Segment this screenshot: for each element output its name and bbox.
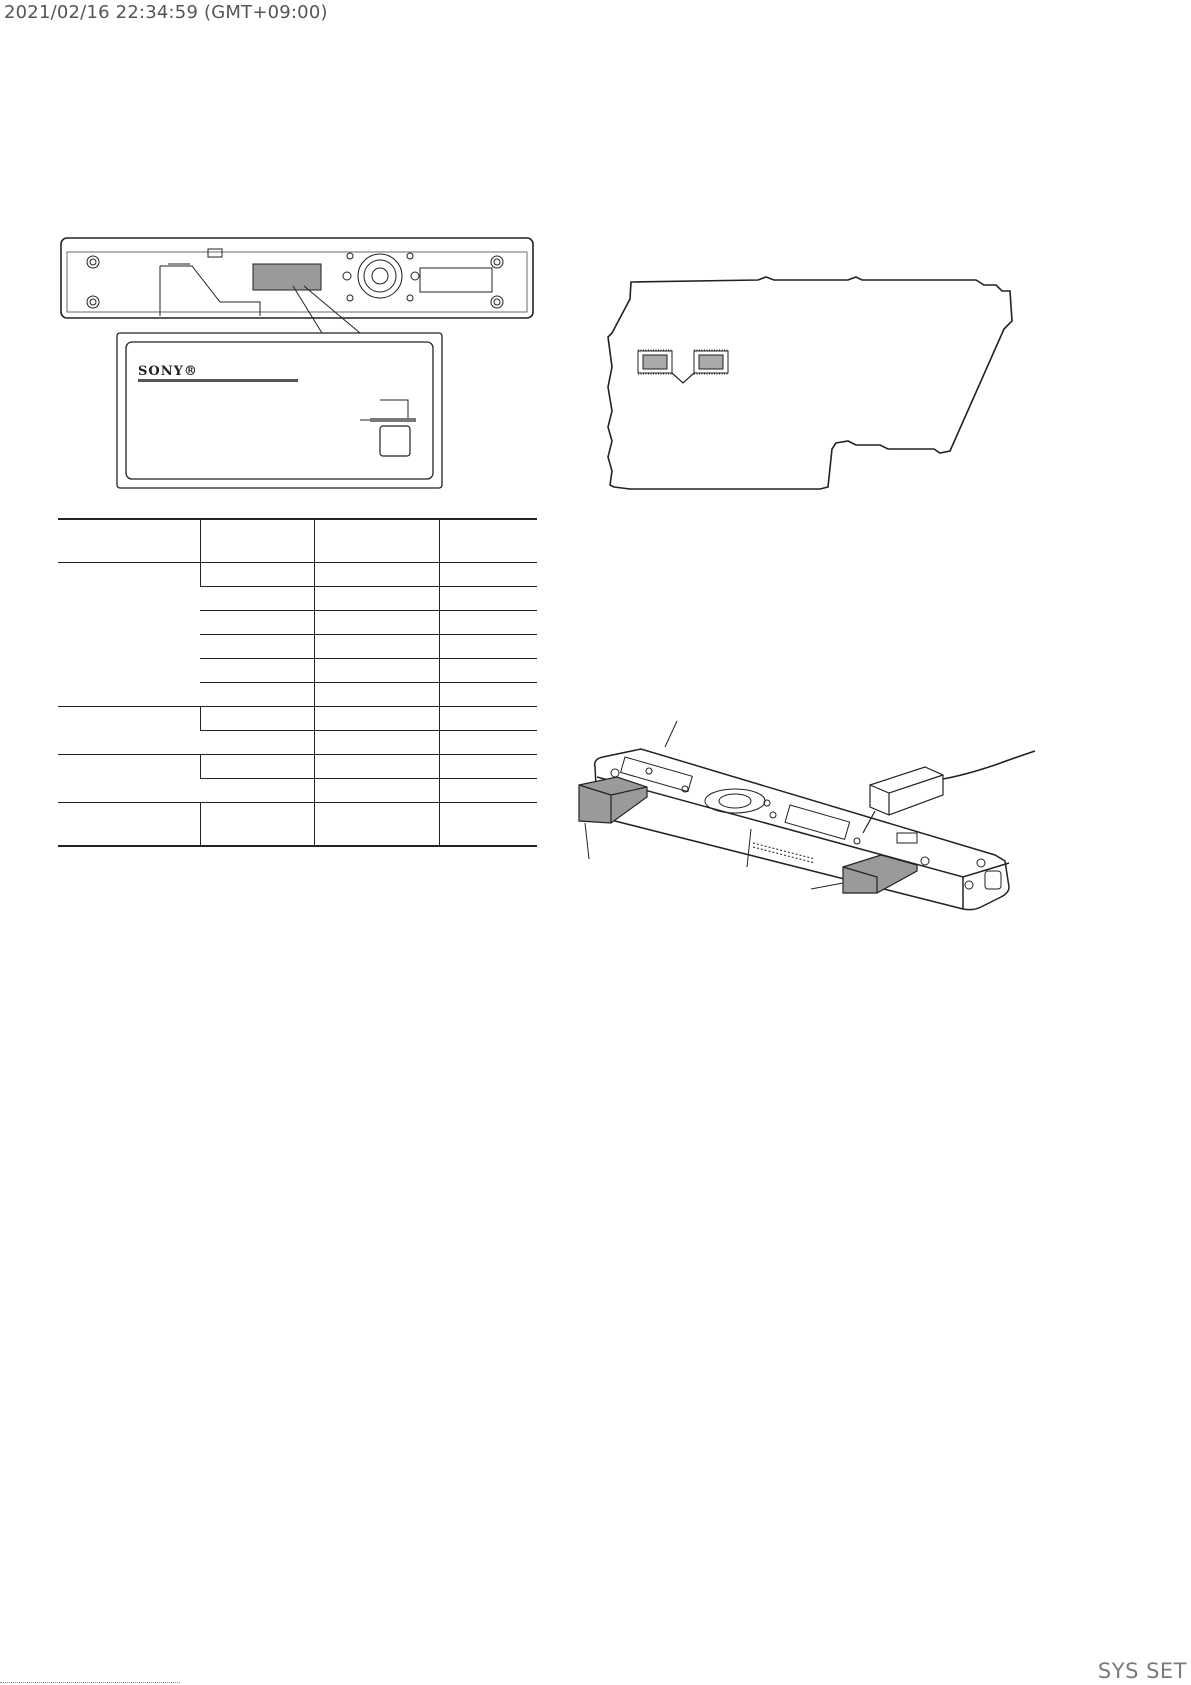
unit-on-blocks-illustration [585, 737, 1065, 963]
table-cell [314, 683, 439, 707]
header-cell [439, 519, 537, 563]
table-header-row [58, 519, 537, 563]
table-cell [200, 707, 314, 731]
table-row [58, 755, 537, 779]
table-cell [314, 707, 439, 731]
table-cell [200, 779, 314, 803]
table-cell [314, 755, 439, 779]
header-cell [200, 519, 314, 563]
label-brand-logo: SONY® [138, 364, 198, 379]
table-row [58, 563, 537, 587]
table-cell [439, 683, 537, 707]
table-cell [439, 635, 537, 659]
table-row [58, 803, 537, 847]
table-cell [200, 611, 314, 635]
table-cell [314, 779, 439, 803]
table-cell [200, 731, 314, 755]
footer-code: SYS SET [1097, 1659, 1187, 1683]
table-cell [439, 779, 537, 803]
header-cell [58, 519, 200, 563]
table-cell [200, 803, 314, 847]
header-cell [314, 519, 439, 563]
table-cell [314, 635, 439, 659]
table-cell [200, 755, 314, 779]
table-cell [58, 803, 200, 847]
footer-rule [0, 1678, 180, 1683]
table-cell [439, 587, 537, 611]
table-cell [439, 731, 537, 755]
table-cell [314, 587, 439, 611]
table-cell [314, 659, 439, 683]
table-cell [200, 683, 314, 707]
table-cell [314, 803, 439, 847]
table-cell [314, 611, 439, 635]
spec-table [58, 518, 537, 847]
table-cell [439, 611, 537, 635]
table-cell [439, 563, 537, 587]
table-cell [200, 659, 314, 683]
table-cell [439, 659, 537, 683]
circuit-board-diagram [600, 277, 1040, 493]
table-cell [314, 731, 439, 755]
group-cell [58, 755, 200, 803]
table-cell [200, 635, 314, 659]
table-cell [314, 563, 439, 587]
table-cell [439, 707, 537, 731]
group-cell [58, 707, 200, 755]
table-cell [439, 803, 537, 847]
group-cell [58, 563, 200, 707]
print-timestamp: 2021/02/16 22:34:59 (GMT+09:00) [4, 2, 328, 23]
table-row [58, 707, 537, 731]
table-cell [200, 563, 314, 587]
table-cell [439, 755, 537, 779]
table-cell [200, 587, 314, 611]
rear-panel-diagram [60, 236, 535, 491]
